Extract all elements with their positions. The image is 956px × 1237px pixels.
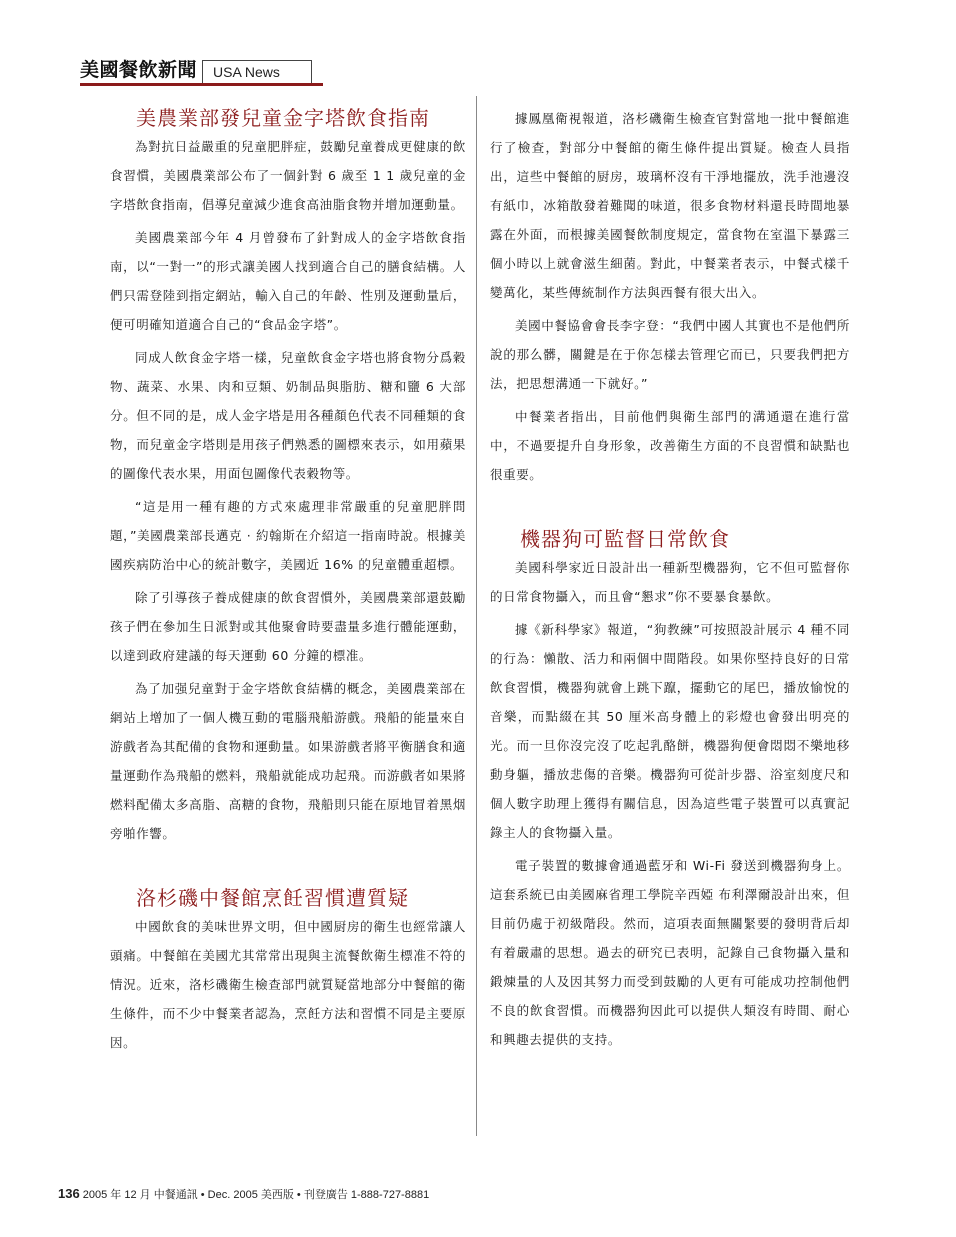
- article-3-paragraph: 據《新科學家》報道，“狗教練”可按照設計展示 4 種不同的行為：懶散、活力和兩個中間階段。如果你堅持良好的日常飲食習慣，機器狗就會上跳下躥，擺動它的尾巴，播放愉悅的音樂，而點綴在其 50 厘米高身體上的彩燈也會發出明亮的光。而一旦你沒完沒了吃起乳酪餅，機器狗便會悶悶不樂地移動身軀，播放悲傷的音樂。機器狗可從計步器、浴室刻度尺和個人數字助理上獲得有關信息，因為這些電子裝置可以真實記錄主人的食物攝入量。: [490, 622, 850, 840]
- section-title: 美國餐飲新聞: [80, 59, 198, 81]
- phone-number: 1-888-727-8881: [350, 1189, 430, 1201]
- article-title-3: 機器狗可監督日常飲食: [520, 527, 730, 551]
- article-2-paragraph: 中國飲食的美味世界文明，但中國厨房的衛生也經常讓人頭痛。中餐館在美國尤其常常出現與主流餐飲衛生標准不符的情況。近來，洛杉磯衛生檢查部門就質疑當地部分中餐館的衛生條件，而不少中餐業者認為，烹飪方法和習慣不同是主要原因。: [110, 919, 466, 1050]
- article-1-paragraph: 為對抗日益嚴重的兒童肥胖症，鼓勵兒童養成更健康的飲食習慣，美國農業部公布了一個針對 6 歲至 1 1 歲兒童的金字塔飲食指南，倡導兒童減少進食高油脂食物并增加運動量。: [110, 139, 466, 212]
- article-1-paragraph: 為了加强兒童對于金字塔飲食結構的概念，美國農業部在網站上增加了一個人機互動的電腦飛船游戲。飛船的能量來自游戲者為其配備的食物和運動量。如果游戲者將平衡膳食和適量運動作為飛船的燃料，飛船就能成功起飛。而游戲者如果將燃料配備太多高脂、高糖的食物，飛船則只能在原地冒着黑烟旁啪作響。: [110, 681, 466, 841]
- article-3-paragraph: 電子裝置的數據會通過藍牙和 Wi-Fi 發送到機器狗身上。這套系統已由美國麻省理工學院辛西婭 布利澤爾設計出來，但目前仍處于初級階段。然而，這項表面無關緊要的發明背后却有着嚴肅的思想。過去的研究已表明，記錄自己食物攝入量和鍛煉量的人及因其努力而受到鼓勵的人更有可能成功控制他們不良的飲食習慣。而機器狗因此可以提供人類沒有時間、耐心和興趣去提供的支持。: [490, 858, 850, 1047]
- header-rule: [80, 83, 323, 86]
- article-1-paragraph: 除了引導孩子養成健康的飲食習慣外，美國農業部還鼓勵孩子們在參加生日派對或其他聚會時要盡量多進行體能運動，以達到政府建議的每天運動 60 分鐘的標准。: [110, 590, 466, 663]
- magazine-name: 中餐通訊 • Dec. 2005: [153, 1189, 258, 1201]
- article-3-paragraph: 美國科學家近日設計出一種新型機器狗，它不但可監督你的日常食物攝入，而且會“懇求”你不要暴食暴飲。: [490, 560, 850, 604]
- issue-date: 2005 年 12 月: [82, 1189, 151, 1201]
- article-1-paragraph: “這是用一種有趣的方式來處理非常嚴重的兒童肥胖問題，”美國農業部長邁克 · 約翰斯在介紹這一指南時說。根據美國疾病防治中心的統計數字，美國近 16% 的兒童體重超標。: [110, 499, 466, 572]
- edition-label: 美西版 • 刊登廣告: [260, 1189, 348, 1201]
- article-2-paragraph: 美國中餐協會會長李字登：“我們中國人其實也不是他們所說的那么髒，關鍵是在于你怎樣去管理它而已，只要我們把方法，把思想溝通一下就好。”: [490, 318, 850, 391]
- right-column: [490, 104, 850, 1054]
- section-en-box: [202, 60, 312, 84]
- page-footer: [58, 1186, 429, 1202]
- article-1-paragraph: 美國農業部今年 4 月曾發布了針對成人的金字塔飲食指南，以“一對一”的形式讓美國人找到適合自己的膳食結構。人們只需登陸到指定網站，輸入自己的年齡、性別及運動量后，便可明確知道適合自己的“食品金字塔”。: [110, 230, 466, 332]
- article-title-1: 美農業部發兒童金字塔飲食指南: [136, 106, 430, 130]
- article-2-paragraph: 中餐業者指出，目前他們與衛生部門的溝通還在進行當中，不過要提升自身形象，改善衛生方面的不良習慣和缺點也很重要。: [490, 409, 850, 482]
- article-1-paragraph: 同成人飲食金字塔一樣，兒童飲食金字塔也將食物分爲穀物、蔬菜、水果、肉和豆類、奶制品與脂肪、糖和鹽 6 大部分。但不同的是，成人金字塔是用各種顏色代表不同種類的食物，而兒童金字塔則是用孩子們熟悉的圖標來表示，如用蘋果的圖像代表水果，用面包圖像代表穀物等。: [110, 350, 466, 481]
- section-en-label: USA News: [213, 64, 280, 80]
- left-column: [110, 104, 466, 1057]
- column-divider: [476, 96, 477, 1136]
- article-2-paragraph: 據鳳凰衛視報道，洛杉磯衛生檢查官對當地一批中餐館進行了檢查，對部分中餐館的衛生條件提出質疑。檢查人員指出，這些中餐館的厨房，玻璃杯沒有干淨地擺放，洗手池邊沒有紙巾，冰箱散發着難聞的味道，很多食物材料還長時間地暴露在外面，而根據美國餐飲制度規定，當食物在室溫下暴露三個小時以上就會滋生細菌。對此，中餐業者表示，中餐式樣千變萬化，某些傳統制作方法與西餐有很大出入。: [490, 111, 850, 300]
- page-number: 136: [58, 1186, 80, 1201]
- article-title-2: 洛杉磯中餐館烹飪習慣遭質疑: [136, 886, 409, 910]
- section-header: [80, 58, 320, 86]
